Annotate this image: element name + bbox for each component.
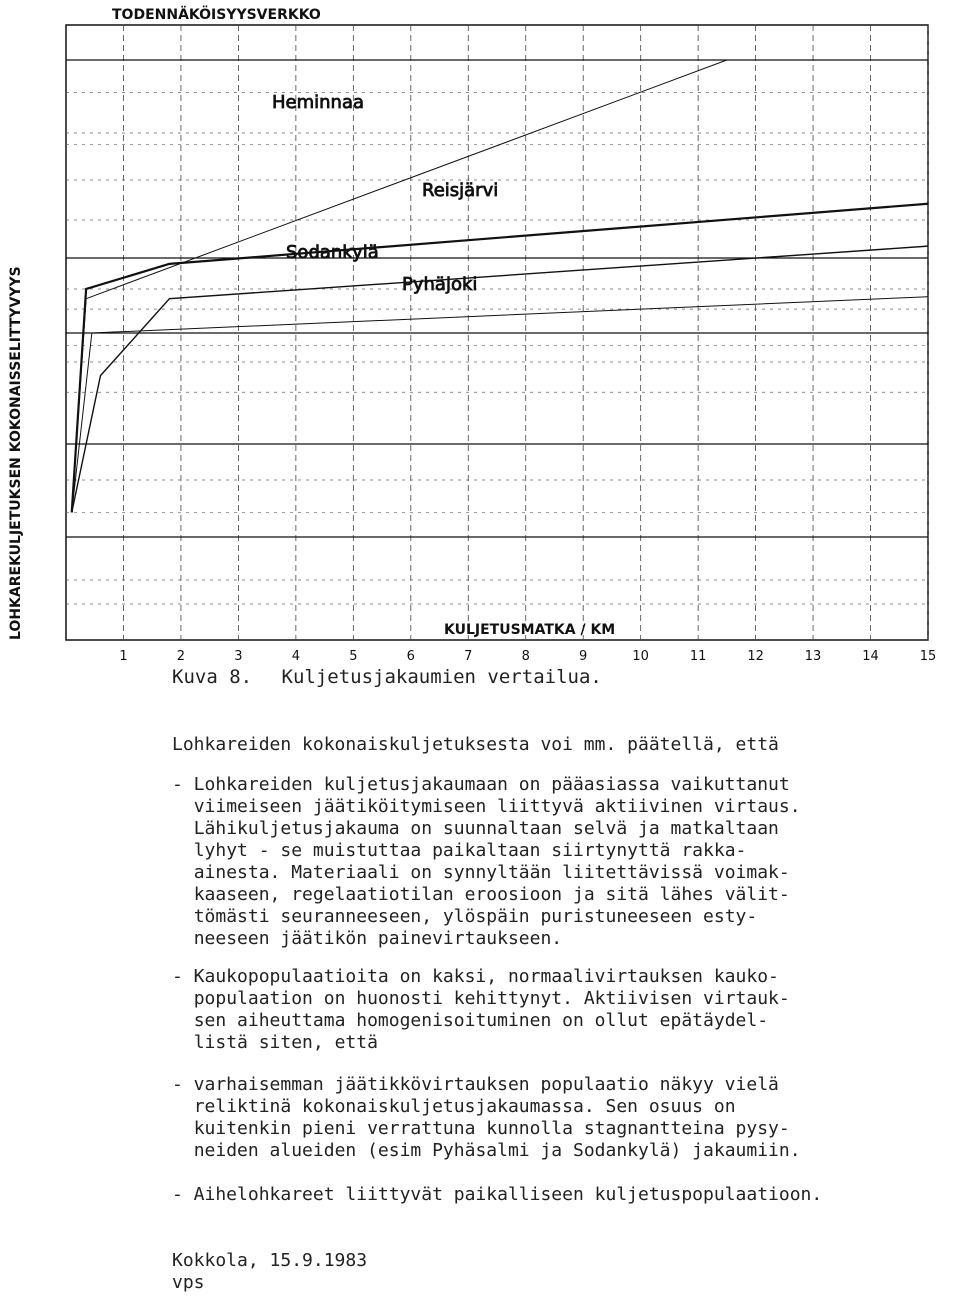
x-tick-label: 1 xyxy=(119,649,128,664)
chart-title: TODENNÄKÖISYYSVERKKO xyxy=(112,7,321,23)
x-tick-label: 14 xyxy=(862,649,879,664)
x-tick-label: 10 xyxy=(632,649,649,664)
series-label: Heminnaa xyxy=(272,92,365,113)
x-tick-label: 7 xyxy=(464,649,473,664)
x-tick-label: 5 xyxy=(349,649,358,664)
x-tick-label: 6 xyxy=(406,649,415,664)
x-axis-label: KULJETUSMATKA / KM xyxy=(444,622,616,638)
figure-caption-text: Kuljetusjakaumien vertailua. xyxy=(281,666,602,688)
bullet-paragraph-1: - Lohkareiden kuljetusjakaumaan on pääasiassa vaikuttanut viimeiseen jäätiköitymiseen liittyvä aktiivinen virtaus. Lähikuljetusjakauma on suunnaltaan selvä ja matkaltaan lyhyt - se muistuttaa paikaltaan siirtynyttä rakka- ainesta. Materiaali on synnyltään liitettävissä voimak- kaaseen, regelaatiotilan eroosioon ja sitä lähes välit- tömästi seuranneeseen, ylöspäin puristuneeseen esty- neeseen jäätikön painevirtaukseen. xyxy=(172,774,801,949)
x-tick-label: 15 xyxy=(919,649,937,664)
figure-caption-prefix: Kuva 8. xyxy=(172,666,253,688)
series-label: Reisjärvi xyxy=(422,180,499,201)
intro-paragraph: Lohkareiden kokonaiskuljetuksesta voi mm. päätellä, että xyxy=(172,734,779,755)
chart-grid xyxy=(66,25,928,640)
x-tick-label: 9 xyxy=(579,649,588,664)
x-tick-label: 13 xyxy=(804,649,822,664)
series-label: Pyhäjoki xyxy=(402,274,478,295)
figure-caption xyxy=(172,666,602,688)
bullet-paragraph-2: - Kaukopopulaatioita on kaksi, normaalivirtauksen kauko- populaation on huonosti kehittynyt. Aktiivisen virtauk- sen aiheuttama homogenisoituminen on ollut epätäydel- listä siten, että xyxy=(172,966,790,1053)
x-tick-label: 12 xyxy=(747,649,764,664)
series-line xyxy=(72,204,928,513)
x-tick-label: 11 xyxy=(689,649,707,664)
x-tick-label: 8 xyxy=(521,649,530,664)
bullet-paragraph-3: - varhaisemman jäätikkövirtauksen populaatio näkyy vielä reliktinä kokonaiskuljetusjakaumassa. Sen osuus on kuitenkin pieni verrattuna kunnolla stagnantteina pysy- neiden alueiden (esim Pyhäsalmi ja Sodankylä) jakaumiin. xyxy=(172,1074,801,1161)
x-tick-label: 3 xyxy=(234,649,243,664)
series-line xyxy=(72,246,928,512)
signature: Kokkola, 15.9.1983 vps xyxy=(172,1250,368,1293)
x-tick-label: 2 xyxy=(176,649,186,664)
y-axis-label: LOHKAREKULJETUKSEN KOKONAISSELITTYVYYS xyxy=(8,266,24,640)
chart-labels xyxy=(119,92,936,664)
bullet-paragraph-4: - Aihelohkareet liittyvät paikalliseen kuljetuspopulaatioon. xyxy=(172,1184,823,1205)
series-label: Sodankylä xyxy=(286,242,379,263)
x-tick-label: 4 xyxy=(291,649,301,664)
